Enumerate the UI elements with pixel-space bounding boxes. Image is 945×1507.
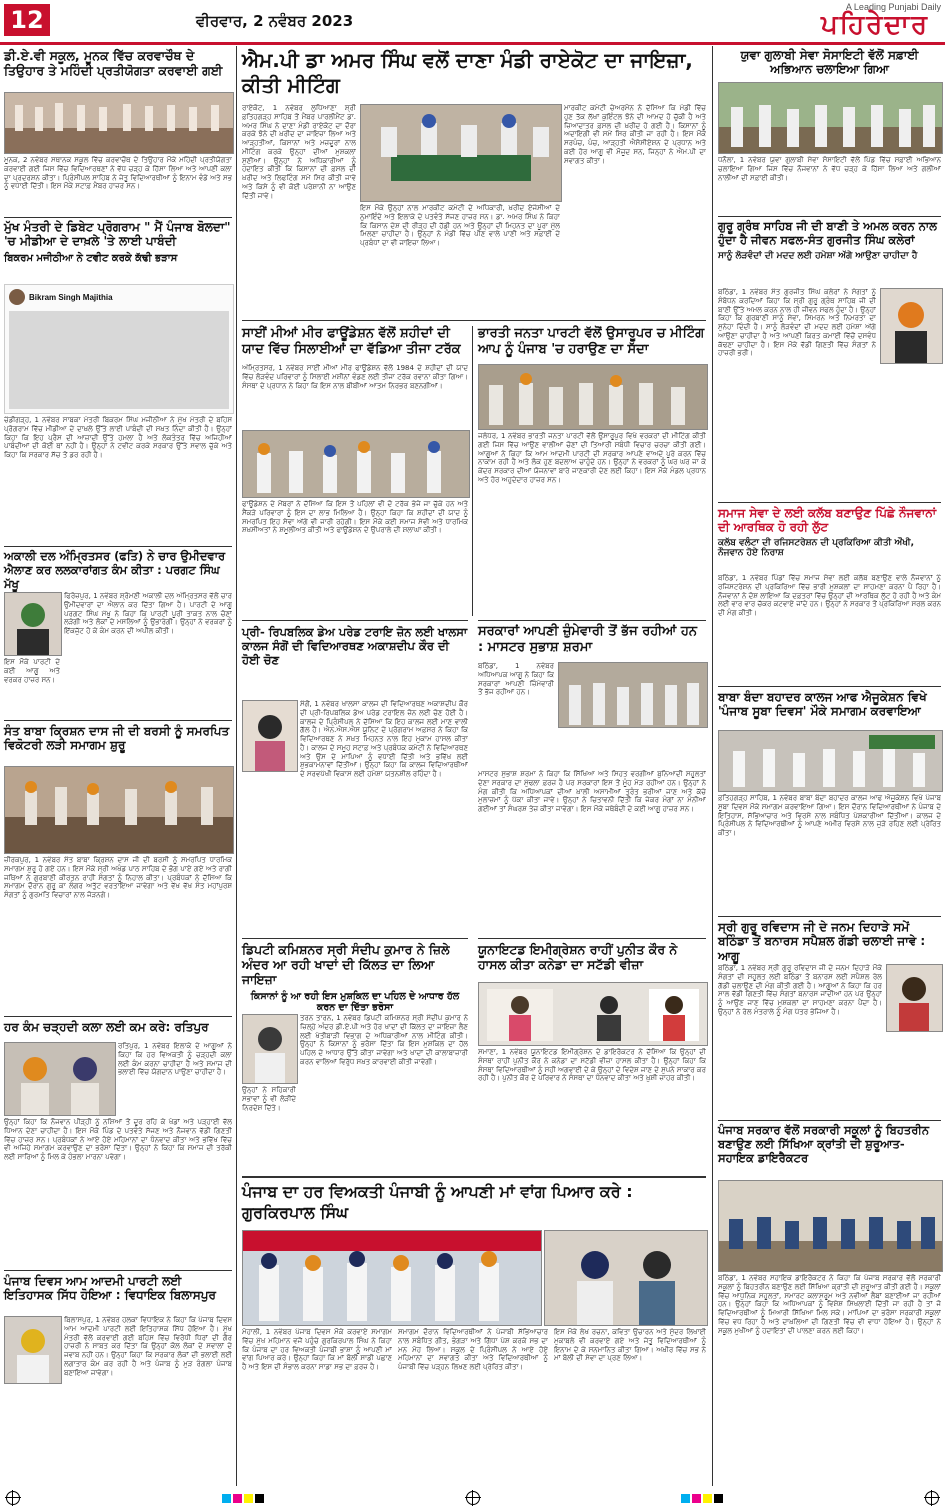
article-body: ਜਲੰਧਰ, 1 ਨਵੰਬਰ ਭਾਰਤੀ ਜਨਤਾ ਪਾਰਟੀ ਵੱਲੋਂ ਉਸਾਰੂਪੁਰ ਵਿਖੇ ਵਰਕਰਾਂ ਦੀ ਮੀਟਿੰਗ ਕੀਤੀ ਗਈ ਜਿਸ ਵਿੱਚ ਆਉਣ ਵਾਲੀਆਂ ਚੋਣਾਂ ਦੀ ਤਿਆਰੀ ਸਬੰਧੀ ਵਿਚਾਰ ਚਰਚਾ ਕੀਤੀ ਗਈ। ਆਗੂਆਂ ਨੇ ਕਿਹਾ ਕਿ ਆਮ ਆਦਮੀ ਪਾਰਟੀ ਦੀ ਸਰਕਾਰ ਆਪਣੇ ਵਾਅਦੇ ਪੂਰੇ ਕਰਨ ਵਿੱਚ ਨਾਕਾਮ ਰਹੀ ਹੈ ਅਤੇ ਲੋਕ ਹੁਣ ਬਦਲਾਅ ਚਾਹੁੰਦੇ ਹਨ। ਉਨ੍ਹਾਂ ਨੇ ਵਰਕਰਾਂ ਨੂੰ ਘਰ ਘਰ ਜਾ ਕੇ ਕੇਂਦਰ ਸਰਕਾਰ ਦੀਆਂ ਯੋਜਨਾਵਾਂ ਬਾਰੇ ਜਾਣਕਾਰੀ ਦੇਣ ਲਈ ਕਿਹਾ। ਇਸ ਮੌਕੇ ਮੰਡਲ ਪ੍ਰਧਾਨ ਅਤੇ ਹੋਰ ਅਹੁਦੇਦਾਰ ਹਾਜ਼ਰ ਸਨ। xyxy=(478,432,706,484)
article-block xyxy=(242,942,468,1013)
photo-portrait xyxy=(4,1042,116,1116)
registration-mark-icon xyxy=(925,1491,939,1505)
divider xyxy=(4,217,232,218)
article-subhead: ਬਿਕਰਮ ਮਜੀਠੀਆ ਨੇ ਟਵੀਟ ਕਰਕੇ ਕੱਢੀ ਭੜਾਸ xyxy=(4,252,178,264)
color-bar xyxy=(680,1488,724,1507)
article-block xyxy=(4,220,232,264)
article-body: ਬਠਿੰਡਾ, 1 ਨਵੰਬਰ ਅਧਿਆਪਕ ਆਗੂ ਨੇ ਕਿਹਾ ਕਿ ਸਰਕਾਰਾਂ ਆਪਣੀ ਜ਼ਿੰਮੇਵਾਰੀ ਤੋਂ ਭੱਜ ਰਹੀਆਂ ਹਨ। xyxy=(478,662,554,697)
article-headline: ਬਾਬਾ ਬੰਦਾ ਬਹਾਦਰ ਕਾਲਜ ਆਫ ਐਜੂਕੇਸ਼ਨ ਵਿਖੇ 'ਪੰਜਾਬ ਸੂਬਾ ਦਿਵਸ' ਮੌਕੇ ਸਮਾਗਮ ਕਰਵਾਇਆ xyxy=(718,690,927,719)
article-headline: ਡਿਪਟੀ ਕਮਿਸ਼ਨਰ ਸ੍ਰੀ ਸੰਦੀਪ ਕੁਮਾਰ ਨੇ ਜ਼ਿਲੇ ਅੰਦਰ ਆ ਰਹੀ ਖਾਦਾਂ ਦੀ ਕਿੱਲਤ ਦਾ ਲਿਆ ਜਾਇਜ਼ਾ xyxy=(242,942,450,987)
article-body: ਬਠਿੰਡਾ, 1 ਨਵੰਬਰ ਪਿੰਡਾਂ ਵਿੱਚ ਸਮਾਜ ਸੇਵਾ ਲਈ ਕਲੱਬ ਬਣਾਉਣ ਵਾਲੇ ਨੌਜਵਾਨਾਂ ਨੂੰ ਰਜਿਸਟਰੇਸ਼ਨ ਦੀ ਪ੍ਰਕਿਰਿਆ ਵਿੱਚ ਭਾਰੀ ਮੁਸ਼ਕਲਾਂ ਦਾ ਸਾਹਮਣਾ ਕਰਨਾ ਪੈ ਰਿਹਾ ਹੈ। ਨੌਜਵਾਨਾਂ ਨੇ ਦੋਸ਼ ਲਾਇਆ ਕਿ ਦਫ਼ਤਰਾਂ ਵਿੱਚ ਉਨ੍ਹਾਂ ਦੀ ਆਰਥਿਕ ਲੁੱਟ ਹੋ ਰਹੀ ਹੈ ਅਤੇ ਕੰਮ ਲਈ ਵਾਰ ਵਾਰ ਚੱਕਰ ਕਟਵਾਏ ਜਾਂਦੇ ਹਨ। ਉਨ੍ਹਾਂ ਨੇ ਸਰਕਾਰ ਤੋਂ ਪ੍ਰਕਿਰਿਆ ਸਰਲ ਕਰਨ ਦੀ ਮੰਗ ਕੀਤੀ। xyxy=(718,574,941,617)
tweet-image xyxy=(9,311,229,409)
article-body: ਉਨ੍ਹਾਂ ਕਿਹਾ ਕਿ ਨੌਜਵਾਨ ਪੀੜ੍ਹੀ ਨੂੰ ਨਸ਼ਿਆਂ ਤੋਂ ਦੂਰ ਰਹਿ ਕੇ ਖੇਡਾਂ ਅਤੇ ਪੜ੍ਹਾਈ ਵੱਲ ਧਿਆਨ ਦੇਣਾ ਚਾਹੀਦਾ ਹੈ। ਇਸ ਮੌਕੇ ਪਿੰਡ ਦੇ ਪਤਵੰਤੇ ਸੱਜਣ ਅਤੇ ਨੌਜਵਾਨ ਵੱਡੀ ਗਿਣਤੀ ਵਿੱਚ ਹਾਜ਼ਰ ਸਨ। ਪ੍ਰਬੰਧਕਾਂ ਨੇ ਆਏ ਹੋਏ ਮਹਿਮਾਨਾਂ ਦਾ ਧੰਨਵਾਦ ਕੀਤਾ ਅਤੇ ਭਵਿੱਖ ਵਿੱਚ ਵੀ ਅਜਿਹੇ ਸਮਾਗਮ ਕਰਵਾਉਣ ਦਾ ਭਰੋਸਾ ਦਿੱਤਾ। ਉਨ੍ਹਾਂ ਨੇ ਕਿਹਾ ਕਿ ਸਮਾਜ ਦੀ ਤਰੱਕੀ ਲਈ ਸਾਰਿਆਂ ਨੂੰ ਮਿਲ ਕੇ ਹੰਭਲਾ ਮਾਰਨਾ ਪਵੇਗਾ। xyxy=(4,1118,232,1161)
article-body: ਅੰਮ੍ਰਿਤਸਰ, 1 ਨਵੰਬਰ ਸਾਈਂ ਮੀਆਂ ਮੀਰ ਫਾਊਂਡੇਸ਼ਨ ਵੱਲੋਂ 1984 ਦੇ ਸ਼ਹੀਦਾਂ ਦੀ ਯਾਦ ਵਿੱਚ ਲੋੜਵੰਦ ਪਰਿਵਾਰਾਂ ਨੂੰ ਸਿਲਾਈ ਮਸ਼ੀਨਾਂ ਵੰਡਣ ਲਈ ਤੀਜਾ ਟਰੱਕ ਰਵਾਨਾ ਕੀਤਾ ਗਿਆ। ਸੰਸਥਾ ਦੇ ਪ੍ਰਧਾਨ ਨੇ ਕਿਹਾ ਕਿ ਇਸ ਨਾਲ ਬੀਬੀਆਂ ਆਤਮ ਨਿਰਭਰ ਬਣਨਗੀਆਂ। xyxy=(242,364,468,390)
article-block xyxy=(478,326,706,357)
article-headline: ਪ੍ਰੀ- ਰਿਪਬਲਿਕ ਡੇਅ ਪਰੇਡ ਟਰਾਇ ਜ਼ੋਨ ਲਈ ਖਾਲਸਾ ਕਾਲਜ ਸੰਗੋਂ ਦੀ ਵਿਦਿਆਰਥਣ ਅਕਾਸ਼ਦੀਪ ਕੌਰ ਦੀ ਹੋਈ ਚੋਣ xyxy=(242,625,468,667)
article-headline: ਪੰਜਾਬ ਸਰਕਾਰ ਵੱਲੋਂ ਸਰਕਾਰੀ ਸਕੂਲਾਂ ਨੂੰ ਬਿਹਤਰੀਨ ਬਣਾਉਣ ਲਈ ਸਿੱਖਿਆ ਕ੍ਰਾਂਤੀ ਦੀ ਸ਼ੁਰੂਆਤ- ਸਹਾਇਕ ਡਾਇਰੈਕਟਰ xyxy=(718,1123,930,1165)
avatar xyxy=(9,289,25,305)
article-block xyxy=(242,1182,706,1224)
divider xyxy=(4,1016,232,1017)
photo-cleanup xyxy=(718,82,943,154)
article-headline: ਭਾਰਤੀ ਜਨਤਾ ਪਾਰਟੀ ਵੱਲੋਂ ਉਸਾਰੂਪਰ ਚ ਮੀਟਿੰਗ ਆਪ ਨੂੰ ਪੰਜਾਬ 'ਚ ਹਰਾਉਣ ਦਾ ਸੱਦਾ xyxy=(478,326,705,357)
column-rule xyxy=(712,46,713,1486)
divider xyxy=(478,938,706,939)
article-headline: ਯੂਨਾਇਟਡ ਇਮੀਗ੍ਰੇਸ਼ਨ ਰਾਹੀਂ ਪੁਨੀਤ ਕੌਰ ਨੇ ਹਾਸਲ ਕੀਤਾ ਕਨੇਡਾ ਦਾ ਸਟੱਡੀ ਵੀਜ਼ਾ xyxy=(478,942,678,972)
divider xyxy=(242,938,468,939)
article-block xyxy=(718,920,941,963)
article-body: ਮੋਹਾਲੀ, 1 ਨਵੰਬਰ ਪੰਜਾਬ ਦਿਵਸ ਮੌਕੇ ਕਰਵਾਏ ਸਮਾਗਮ ਵਿੱਚ ਮੁੱਖ ਮਹਿਮਾਨ ਵਜੋਂ ਪਹੁੰਚੇ ਗੁਰਕਿਰਪਾਲ ਸਿੰਘ ਨੇ ਕਿਹਾ ਕਿ ਪੰਜਾਬ ਦਾ ਹਰ ਵਿਅਕਤੀ ਪੰਜਾਬੀ ਭਾਸ਼ਾ ਨੂੰ ਆਪਣੀ ਮਾਂ ਵਾਂਗ ਪਿਆਰ ਕਰੇ। ਉਨ੍ਹਾਂ ਕਿਹਾ ਕਿ ਮਾਂ ਬੋਲੀ ਸਾਡੀ ਪਛਾਣ ਹੈ ਅਤੇ ਇਸ ਦੀ ਸੰਭਾਲ ਕਰਨਾ ਸਾਡਾ ਸਭ ਦਾ ਫ਼ਰਜ਼ ਹੈ। xyxy=(242,1328,392,1371)
article-headline: ਸੰਤ ਬਾਬਾ ਕ੍ਰਿਸ਼ਨ ਦਾਸ ਜੀ ਦੀ ਬਰਸੀ ਨੂੰ ਸਮਰਪਿਤ ਵਿਕੋਟਰੀ ਲੜੀ ਸਮਾਗਮ ਸ਼ੁਰੂ xyxy=(4,724,230,753)
lead-headline: ਐਮ.ਪੀ ਡਾ ਅਮਰ ਸਿੰਘ ਵਲੋਂ ਦਾਣਾ ਮੰਡੀ ਰਾਏਕੋਟ ਦਾ ਜਾਇਜ਼ਾ, ਕੀਤੀ ਮੀਟਿੰਗ xyxy=(242,48,693,97)
photo-students xyxy=(4,92,234,154)
article-body: ਸਮਾਣਾ, 1 ਨਵੰਬਰ ਯੂਨਾਇਟਡ ਇਮੀਗ੍ਰੇਸ਼ਨ ਦੇ ਡਾਇਰੈਕਟਰ ਨੇ ਦੱਸਿਆ ਕਿ ਉਨ੍ਹਾਂ ਦੀ ਸੰਸਥਾ ਰਾਹੀਂ ਪੁਨੀਤ ਕੌਰ ਨੇ ਕਨੇਡਾ ਦਾ ਸਟੱਡੀ ਵੀਜ਼ਾ ਹਾਸਲ ਕੀਤਾ ਹੈ। ਉਨ੍ਹਾਂ ਕਿਹਾ ਕਿ ਸੰਸਥਾ ਵਿਦਿਆਰਥੀਆਂ ਨੂੰ ਸਹੀ ਅਗਵਾਈ ਦੇ ਕੇ ਉਨ੍ਹਾਂ ਦੇ ਵਿਦੇਸ਼ ਜਾਣ ਦੇ ਸੁਪਨੇ ਸਾਕਾਰ ਕਰ ਰਹੀ ਹੈ। ਪੁਨੀਤ ਕੌਰ ਦੇ ਪਰਿਵਾਰ ਨੇ ਸੰਸਥਾ ਦਾ ਧੰਨਵਾਦ ਕੀਤਾ ਅਤੇ ਖ਼ੁਸ਼ੀ ਜ਼ਾਹਰ ਕੀਤੀ। xyxy=(478,1048,706,1083)
divider xyxy=(478,620,706,621)
photo-meeting xyxy=(360,104,562,202)
article-headline: ਸਾਈਂ ਮੀਆਂ ਮੀਰ ਫਾਊਂਡੇਸ਼ਨ ਵੱਲੋਂ ਸ਼ਹੀਦਾਂ ਦੀ ਯਾਦ ਵਿੱਚ ਸਿਲਾਈਆਂ ਦਾ ਵੱਡਿਆ ਤੀਜਾ ਟਰੱਕ xyxy=(242,326,461,357)
article-block xyxy=(478,624,706,655)
article-block xyxy=(242,326,468,357)
divider xyxy=(242,620,468,621)
article-block xyxy=(718,506,941,558)
tweet-embed xyxy=(4,284,234,414)
article-headline: ਸ੍ਰੀ ਗੁਰੂ ਰਵਿਦਾਸ ਜੀ ਦੇ ਜਨਮ ਦਿਹਾੜੇ ਸਮੇਂ ਬਠਿੰਡਾ ਤੋਂ ਬਨਾਰਸ ਸਪੈਸ਼ਲ ਗੱਡੀ ਚਲਾਈ ਜਾਵੇ : ਆਗੂ xyxy=(718,920,926,963)
color-bar xyxy=(221,1488,265,1507)
photo-portrait xyxy=(4,592,62,656)
divider xyxy=(718,916,941,917)
divider xyxy=(4,546,232,547)
photo-visa xyxy=(478,982,708,1046)
article-body: ਇਸ ਮੌਕੇ ਉਨ੍ਹਾਂ ਨਾਲ ਮਾਰਕੀਟ ਕਮੇਟੀ ਦੇ ਅਧਿਕਾਰੀ, ਖ਼ਰੀਦ ਏਜੰਸੀਆਂ ਦੇ ਨੁਮਾਇੰਦੇ ਅਤੇ ਇਲਾਕੇ ਦੇ ਪਤਵੰਤੇ ਸੱਜਣ ਹਾਜ਼ਰ ਸਨ। ਡਾ. ਅਮਰ ਸਿੰਘ ਨੇ ਕਿਹਾ ਕਿ ਕਿਸਾਨ ਦੇਸ਼ ਦੀ ਰੀੜ੍ਹ ਦੀ ਹੱਡੀ ਹਨ ਅਤੇ ਉਨ੍ਹਾਂ ਦੀ ਮਿਹਨਤ ਦਾ ਪੂਰਾ ਮੁੱਲ ਮਿਲਣਾ ਚਾਹੀਦਾ ਹੈ। ਉਨ੍ਹਾਂ ਨੇ ਮੰਡੀ ਵਿੱਚ ਪੀਣ ਵਾਲੇ ਪਾਣੀ ਅਤੇ ਸਫ਼ਾਈ ਦੇ ਪ੍ਰਬੰਧਾਂ ਦਾ ਵੀ ਜਾਇਜ਼ਾ ਲਿਆ। xyxy=(360,204,560,247)
photo-classroom xyxy=(718,1180,943,1272)
photo-portrait xyxy=(544,1230,708,1326)
article-body: ਧਨੌਲਾ, 1 ਨਵੰਬਰ ਯੁਵਾ ਗੁਲਾਬੀ ਸੇਵਾ ਸੋਸਾਇਟੀ ਵੱਲੋਂ ਪਿੰਡ ਵਿੱਚ ਸਫ਼ਾਈ ਅਭਿਆਨ ਚਲਾਇਆ ਗਿਆ ਜਿਸ ਵਿੱਚ ਨੌਜਵਾਨਾਂ ਨੇ ਵੱਧ ਚੜ੍ਹ ਕੇ ਹਿੱਸਾ ਲਿਆ ਅਤੇ ਗਲੀਆਂ ਨਾਲੀਆਂ ਦੀ ਸਫ਼ਾਈ ਕੀਤੀ। xyxy=(718,156,941,182)
article-block xyxy=(4,550,232,591)
article-subhead: ਕਿਸਾਨਾਂ ਨੂੰ ਆ ਰਹੀ ਇਸ ਮੁਸ਼ਕਿਲ ਦਾ ਪਹਿਲ ਦੇ ਆਧਾਰ ਹੱਲ ਕਰਨ ਦਾ ਦਿੱਤਾ ਭਰੋਸਾ xyxy=(250,991,460,1013)
tagline: A Leading Punjabi Daily xyxy=(845,2,941,12)
article-headline: ਗੁਰੂ ਗ੍ਰੰਥ ਸਾਹਿਬ ਜੀ ਦੀ ਬਾਣੀ ਤੇ ਅਮਲ ਕਰਨ ਨਾਲ ਹੁੰਦਾ ਹੈ ਜੀਵਨ ਸਫਲ-ਸੰਤ ਗੁਰਜੀਤ ਸਿੰਘ ਕਲੇਰਾਂ xyxy=(718,219,937,247)
divider xyxy=(242,1176,706,1178)
article-body: ਇਸ ਮੌਕੇ ਲੇਖ ਰਚਨਾ, ਕਵਿਤਾ ਉਚਾਰਨ ਅਤੇ ਸੁੰਦਰ ਲਿਖਾਈ ਮੁਕਾਬਲੇ ਵੀ ਕਰਵਾਏ ਗਏ ਅਤੇ ਜੇਤੂ ਵਿਦਿਆਰਥੀਆਂ ਨੂੰ ਇਨਾਮ ਦੇ ਕੇ ਸਨਮਾਨਿਤ ਕੀਤਾ ਗਿਆ। ਅਖ਼ੀਰ ਵਿੱਚ ਸਭ ਨੇ ਮਾਂ ਬੋਲੀ ਦੀ ਸੇਵਾ ਦਾ ਪ੍ਰਣ ਲਿਆ। xyxy=(554,1328,706,1363)
article-block xyxy=(4,1274,232,1303)
article-body: ਫਿਰੋਜ਼ਪੁਰ, 1 ਨਵੰਬਰ ਸ਼੍ਰੋਮਣੀ ਅਕਾਲੀ ਦਲ ਅੰਮ੍ਰਿਤਸਰ ਵੱਲੋਂ ਚਾਰ ਉਮੀਦਵਾਰਾਂ ਦਾ ਐਲਾਨ ਕਰ ਦਿੱਤਾ ਗਿਆ ਹੈ। ਪਾਰਟੀ ਦੇ ਆਗੂ ਪਰਗਟ ਸਿੰਘ ਮੱਖੂ ਨੇ ਕਿਹਾ ਕਿ ਪਾਰਟੀ ਪੂਰੀ ਤਾਕਤ ਨਾਲ ਚੋਣਾਂ ਲੜੇਗੀ ਅਤੇ ਲੋਕਾਂ ਦੇ ਮਸਲਿਆਂ ਨੂੰ ਉਭਾਰੇਗੀ। ਉਨ੍ਹਾਂ ਨੇ ਵਰਕਰਾਂ ਨੂੰ ਇੱਕਜੁੱਟ ਹੋ ਕੇ ਕੰਮ ਕਰਨ ਦੀ ਅਪੀਲ ਕੀਤੀ। xyxy=(64,592,232,635)
photo-group xyxy=(242,430,470,498)
photo-portrait xyxy=(242,700,298,772)
article-body: ਬਠਿੰਡਾ, 1 ਨਵੰਬਰ ਸਹਾਇਕ ਡਾਇਰੈਕਟਰ ਨੇ ਕਿਹਾ ਕਿ ਪੰਜਾਬ ਸਰਕਾਰ ਵੱਲੋਂ ਸਰਕਾਰੀ ਸਕੂਲਾਂ ਨੂੰ ਬਿਹਤਰੀਨ ਬਣਾਉਣ ਲਈ ਸਿੱਖਿਆ ਕ੍ਰਾਂਤੀ ਦੀ ਸ਼ੁਰੂਆਤ ਕੀਤੀ ਗਈ ਹੈ। ਸਕੂਲਾਂ ਵਿੱਚ ਆਧੁਨਿਕ ਸਹੂਲਤਾਂ, ਸਮਾਰਟ ਕਲਾਸਰੂਮ ਅਤੇ ਨਵੀਆਂ ਲੈਬਾਂ ਬਣਾਈਆਂ ਜਾ ਰਹੀਆਂ ਹਨ। ਉਨ੍ਹਾਂ ਕਿਹਾ ਕਿ ਅਧਿਆਪਕਾਂ ਨੂੰ ਵਿਸ਼ੇਸ਼ ਸਿਖਲਾਈ ਦਿੱਤੀ ਜਾ ਰਹੀ ਹੈ ਤਾਂ ਜੋ ਵਿਦਿਆਰਥੀਆਂ ਨੂੰ ਮਿਆਰੀ ਸਿੱਖਿਆ ਮਿਲ ਸਕੇ। ਮਾਪਿਆਂ ਦਾ ਭਰੋਸਾ ਸਰਕਾਰੀ ਸਕੂਲਾਂ ਵਿੱਚ ਵਧ ਰਿਹਾ ਹੈ ਅਤੇ ਦਾਖ਼ਲਿਆਂ ਦੀ ਗਿਣਤੀ ਵਿੱਚ ਵੀ ਵਾਧਾ ਹੋਇਆ ਹੈ। ਉਨ੍ਹਾਂ ਨੇ ਸਕੂਲ ਮੁਖੀਆਂ ਨੂੰ ਹਦਾਇਤਾਂ ਦੀ ਪਾਲਣਾ ਕਰਨ ਲਈ ਕਿਹਾ। xyxy=(718,1274,941,1335)
column-rule xyxy=(472,326,473,616)
page-number: 12 xyxy=(4,4,50,36)
article-body: ਸੰਗੋਂ, 1 ਨਵੰਬਰ ਖਾਲਸਾ ਕਾਲਜ ਦੀ ਵਿਦਿਆਰਥਣ ਅਕਾਸ਼ਦੀਪ ਕੌਰ ਦੀ ਪ੍ਰੀ-ਰਿਪਬਲਿਕ ਡੇਅ ਪਰੇਡ ਟਰਾਇਲ ਜ਼ੋਨ ਲਈ ਚੋਣ ਹੋਈ ਹੈ। ਕਾਲਜ ਦੇ ਪ੍ਰਿੰਸੀਪਲ ਨੇ ਦੱਸਿਆ ਕਿ ਇਹ ਕਾਲਜ ਲਈ ਮਾਣ ਵਾਲੀ ਗੱਲ ਹੈ। ਐਨ.ਐਸ.ਐਸ ਯੂਨਿਟ ਦੇ ਪ੍ਰੋਗਰਾਮ ਅਫ਼ਸਰ ਨੇ ਕਿਹਾ ਕਿ ਵਿਦਿਆਰਥਣ ਨੇ ਸਖ਼ਤ ਮਿਹਨਤ ਨਾਲ ਇਹ ਮੁਕਾਮ ਹਾਸਲ ਕੀਤਾ ਹੈ। ਕਾਲਜ ਦੇ ਸਮੂਹ ਸਟਾਫ਼ ਅਤੇ ਪ੍ਰਬੰਧਕ ਕਮੇਟੀ ਨੇ ਵਿਦਿਆਰਥਣ ਅਤੇ ਉਸ ਦੇ ਮਾਪਿਆਂ ਨੂੰ ਵਧਾਈ ਦਿੱਤੀ ਅਤੇ ਭਵਿੱਖ ਲਈ ਸ਼ੁਭਕਾਮਨਾਵਾਂ ਦਿੱਤੀਆਂ। ਉਨ੍ਹਾਂ ਕਿਹਾ ਕਿ ਕਾਲਜ ਵਿਦਿਆਰਥੀਆਂ ਦੇ ਸਰਵਪੱਖੀ ਵਿਕਾਸ ਲਈ ਹਮੇਸ਼ਾ ਯਤਨਸ਼ੀਲ ਰਹਿੰਦਾ ਹੈ। xyxy=(300,700,468,778)
article-block xyxy=(718,690,941,719)
article-block xyxy=(718,220,941,261)
divider xyxy=(4,1270,232,1271)
divider xyxy=(718,1120,941,1121)
photo-portrait xyxy=(886,964,943,1032)
article-headline: ਹਰ ਕੰਮ ਚੜ੍ਹਦੀ ਕਲਾ ਲਈ ਕਮ ਕਰੇ: ਰਤਿਪੁਰ xyxy=(4,1020,209,1034)
photo-group xyxy=(558,662,708,728)
article-body: ਤਰਨ ਤਾਰਨ, 1 ਨਵੰਬਰ ਡਿਪਟੀ ਕਮਿਸ਼ਨਰ ਸ੍ਰੀ ਸੰਦੀਪ ਕੁਮਾਰ ਨੇ ਜ਼ਿਲ੍ਹੇ ਅੰਦਰ ਡੀ.ਏ.ਪੀ ਅਤੇ ਹੋਰ ਖਾਦਾਂ ਦੀ ਕਿੱਲਤ ਦਾ ਜਾਇਜ਼ਾ ਲੈਣ ਲਈ ਖੇਤੀਬਾੜੀ ਵਿਭਾਗ ਦੇ ਅਧਿਕਾਰੀਆਂ ਨਾਲ ਮੀਟਿੰਗ ਕੀਤੀ। ਉਨ੍ਹਾਂ ਨੇ ਕਿਸਾਨਾਂ ਨੂੰ ਭਰੋਸਾ ਦਿੱਤਾ ਕਿ ਇਸ ਮੁਸ਼ਕਿਲ ਦਾ ਹੱਲ ਪਹਿਲ ਦੇ ਆਧਾਰ ਉੱਤੇ ਕੀਤਾ ਜਾਵੇਗਾ ਅਤੇ ਖਾਦਾਂ ਦੀ ਕਾਲਾਬਾਜ਼ਾਰੀ ਕਰਨ ਵਾਲਿਆਂ ਵਿਰੁੱਧ ਸਖ਼ਤ ਕਾਰਵਾਈ ਕੀਤੀ ਜਾਵੇਗੀ। xyxy=(300,1014,468,1066)
photo-portrait xyxy=(242,1014,298,1084)
divider xyxy=(4,720,232,721)
article-body: ਚੰਡੀਗੜ੍ਹ, 1 ਨਵੰਬਰ ਸਾਬਕਾ ਮੰਤਰੀ ਬਿਕਰਮ ਸਿੰਘ ਮਜੀਠੀਆ ਨੇ ਮੁੱਖ ਮੰਤਰੀ ਦੇ ਬਹਿਸ ਪ੍ਰੋਗਰਾਮ ਵਿੱਚ ਮੀਡੀਆ ਦੇ ਦਾਖ਼ਲੇ ਉੱਤੇ ਲਾਈ ਪਾਬੰਦੀ ਦੀ ਸਖ਼ਤ ਨਿੰਦਾ ਕੀਤੀ ਹੈ। ਉਨ੍ਹਾਂ ਕਿਹਾ ਕਿ ਇਹ ਪ੍ਰੈਸ ਦੀ ਆਜ਼ਾਦੀ ਉੱਤੇ ਹਮਲਾ ਹੈ ਅਤੇ ਲੋਕਤੰਤਰ ਵਿੱਚ ਅਜਿਹੀਆਂ ਪਾਬੰਦੀਆਂ ਦੀ ਕੋਈ ਥਾਂ ਨਹੀਂ ਹੈ। ਉਨ੍ਹਾਂ ਨੇ ਟਵੀਟ ਕਰਕੇ ਸਰਕਾਰ ਉੱਤੇ ਸਵਾਲ ਚੁੱਕੇ ਅਤੇ ਕਿਹਾ ਕਿ ਸਰਕਾਰ ਸੱਚ ਤੋਂ ਡਰ ਰਹੀ ਹੈ। xyxy=(4,416,232,459)
left-column xyxy=(4,48,232,78)
photo-school xyxy=(242,1230,542,1326)
photo-portrait xyxy=(880,288,943,364)
article-block xyxy=(4,724,232,753)
article-body: ਮਾਰਕੀਟ ਕਮੇਟੀ ਚੇਅਰਮੈਨ ਨੇ ਦੱਸਿਆ ਕਿ ਮੰਡੀ ਵਿੱਚ ਹੁਣ ਤੱਕ ਲੱਖਾਂ ਕੁਇੰਟਲ ਝੋਨੇ ਦੀ ਆਮਦ ਹੋ ਚੁੱਕੀ ਹੈ ਅਤੇ ਜ਼ਿਆਦਾਤਰ ਫ਼ਸਲ ਦੀ ਖ਼ਰੀਦ ਹੋ ਗਈ ਹੈ। ਕਿਸਾਨਾਂ ਨੂੰ ਅਦਾਇਗੀ ਵੀ ਸਮੇਂ ਸਿਰ ਕੀਤੀ ਜਾ ਰਹੀ ਹੈ। ਇਸ ਮੌਕੇ ਸਰਪੰਚ, ਪੰਚ, ਆੜ੍ਹਤੀ ਐਸੋਸੀਏਸ਼ਨ ਦੇ ਪ੍ਰਧਾਨ ਅਤੇ ਕਈ ਹੋਰ ਆਗੂ ਵੀ ਮੌਜੂਦ ਸਨ, ਜਿਨ੍ਹਾਂ ਨੇ ਐਮ.ਪੀ ਦਾ ਸਵਾਗਤ ਕੀਤਾ। xyxy=(564,104,706,165)
article-body: ਜ਼ੀਰਕਪੁਰ, 1 ਨਵੰਬਰ ਸੰਤ ਬਾਬਾ ਕ੍ਰਿਸ਼ਨ ਦਾਸ ਜੀ ਦੀ ਬਰਸੀ ਨੂੰ ਸਮਰਪਿਤ ਧਾਰਮਿਕ ਸਮਾਗਮ ਸ਼ੁਰੂ ਹੋ ਗਏ ਹਨ। ਇਸ ਮੌਕੇ ਸ੍ਰੀ ਅਖੰਡ ਪਾਠ ਸਾਹਿਬ ਦੇ ਭੋਗ ਪਾਏ ਗਏ ਅਤੇ ਰਾਗੀ ਜਥਿਆਂ ਨੇ ਗੁਰਬਾਣੀ ਕੀਰਤਨ ਰਾਹੀਂ ਸੰਗਤਾਂ ਨੂੰ ਨਿਹਾਲ ਕੀਤਾ। ਪ੍ਰਬੰਧਕਾਂ ਨੇ ਦੱਸਿਆ ਕਿ ਸਮਾਗਮ ਦੌਰਾਨ ਗੁਰੂ ਕਾ ਲੰਗਰ ਅਤੁੱਟ ਵਰਤਾਇਆ ਜਾਵੇਗਾ ਅਤੇ ਵੱਖ ਵੱਖ ਸੰਤ ਮਹਾਂਪੁਰਸ਼ ਸੰਗਤਾਂ ਨੂੰ ਗੁਰਮਤਿ ਵਿਚਾਰਾਂ ਨਾਲ ਜੋੜਨਗੇ। xyxy=(4,856,232,899)
article-headline: ਅਕਾਲੀ ਦਲ ਅੰਮ੍ਰਿਤਸਰ (ਫਤਿ) ਨੇ ਚਾਰ ਉਮੀਦਵਾਰ ਐਲਾਣ ਕਰ ਲਲਕਾਰਾਂਗਤ ਕੰਮ ਕੀਤਾ : ਪਰਗਟ ਸਿੰਘ ਮੱਖੂ xyxy=(4,549,226,591)
photo-gathering xyxy=(4,766,234,854)
article-body: ਮਾਸਟਰ ਸੁਭਾਸ਼ ਸ਼ਰਮਾ ਨੇ ਕਿਹਾ ਕਿ ਸਿੱਖਿਆ ਅਤੇ ਸਿਹਤ ਵਰਗੀਆਂ ਬੁਨਿਆਦੀ ਸਹੂਲਤਾਂ ਦੇਣਾ ਸਰਕਾਰ ਦਾ ਮੁੱਢਲਾ ਫ਼ਰਜ਼ ਹੈ ਪਰ ਸਰਕਾਰਾਂ ਇਸ ਤੋਂ ਮੂੰਹ ਮੋੜ ਰਹੀਆਂ ਹਨ। ਉਨ੍ਹਾਂ ਨੇ ਮੰਗ ਕੀਤੀ ਕਿ ਅਧਿਆਪਕਾਂ ਦੀਆਂ ਖ਼ਾਲੀ ਅਸਾਮੀਆਂ ਤੁਰੰਤ ਭਰੀਆਂ ਜਾਣ ਅਤੇ ਕੱਚੇ ਮੁਲਾਜ਼ਮਾਂ ਨੂੰ ਪੱਕਾ ਕੀਤਾ ਜਾਵੇ। ਉਨ੍ਹਾਂ ਨੇ ਚਿਤਾਵਨੀ ਦਿੱਤੀ ਕਿ ਜੇਕਰ ਮੰਗਾਂ ਨਾ ਮੰਨੀਆਂ ਗਈਆਂ ਤਾਂ ਸੰਘਰਸ਼ ਤੇਜ਼ ਕੀਤਾ ਜਾਵੇਗਾ। ਇਸ ਮੌਕੇ ਜਥੇਬੰਦੀ ਦੇ ਕਈ ਆਗੂ ਹਾਜ਼ਰ ਸਨ। xyxy=(478,770,706,813)
registration-mark-icon xyxy=(466,1491,480,1505)
lead-article xyxy=(242,48,706,98)
article-headline: ਪੰਜਾਬ ਦਾ ਹਰ ਵਿਅਕਤੀ ਪੰਜਾਬੀ ਨੂੰ ਆਪਣੀ ਮਾਂ ਵਾਂਗ ਪਿਆਰ ਕਰੇ : ਗੁਰਕਿਰਪਾਲ ਸਿੰਘ xyxy=(242,1182,633,1222)
masthead-logo: ਪਹਿਰੇਦਾਰ xyxy=(821,10,929,40)
article-block xyxy=(4,1020,232,1034)
article-headline: ਮੁੱਖ ਮੰਤਰੀ ਦੇ ਡਿਬੇਟ ਪ੍ਰੋਗਰਾਮ " ਮੈਂ ਪੰਜਾਬ ਬੋਲਦਾ" 'ਚ ਮੀਡੀਆ ਦੇ ਦਾਖ਼ਲੇ 'ਤੇ ਲਾਈ ਪਾਬੰਦੀ xyxy=(4,220,231,249)
divider xyxy=(718,216,941,217)
article-subhead: ਕਲੱਬ ਵਲੰਟਾ ਦੀ ਰਜਿਸਟਰੇਸ਼ਨ ਦੀ ਪ੍ਰਕਿਰਿਆ ਕੀਤੀ ਔਖੀ, ਨੌਜਵਾਨ ਹੋਏ ਨਿਰਾਸ਼ xyxy=(718,537,915,558)
tweet-author: Bikram Singh Majithia xyxy=(29,292,113,302)
article-body: ਮੂਨਕ, 2 ਨਵੰਬਰ ਸਥਾਨਕ ਸਕੂਲ ਵਿੱਚ ਕਰਵਾਚੌਥ ਦੇ ਤਿਉਹਾਰ ਮੌਕੇ ਮਹਿੰਦੀ ਪ੍ਰਤੀਯੋਗਤਾ ਕਰਵਾਈ ਗਈ ਜਿਸ ਵਿੱਚ ਵਿਦਿਆਰਥਣਾਂ ਨੇ ਵੱਧ ਚੜ੍ਹ ਕੇ ਹਿੱਸਾ ਲਿਆ ਅਤੇ ਆਪਣੀ ਕਲਾ ਦਾ ਪ੍ਰਦਰਸ਼ਨ ਕੀਤਾ। ਪ੍ਰਿੰਸੀਪਲ ਸਾਹਿਬ ਨੇ ਜੇਤੂ ਵਿਦਿਆਰਥੀਆਂ ਨੂੰ ਇਨਾਮ ਵੰਡੇ ਅਤੇ ਸਭ ਨੂੰ ਵਧਾਈ ਦਿੱਤੀ। ਇਸ ਮੌਕੇ ਸਟਾਫ਼ ਮੈਂਬਰ ਹਾਜ਼ਰ ਸਨ। xyxy=(4,156,232,191)
divider xyxy=(718,502,941,503)
article-body: ਸਮਾਗਮ ਦੌਰਾਨ ਵਿਦਿਆਰਥੀਆਂ ਨੇ ਪੰਜਾਬੀ ਸੱਭਿਆਚਾਰ ਨਾਲ ਸਬੰਧਿਤ ਗੀਤ, ਭੰਗੜਾ ਅਤੇ ਗਿੱਧਾ ਪੇਸ਼ ਕਰਕੇ ਸਭ ਦਾ ਮਨ ਮੋਹ ਲਿਆ। ਸਕੂਲ ਦੇ ਪ੍ਰਿੰਸੀਪਲ ਨੇ ਆਏ ਹੋਏ ਮਹਿਮਾਨਾਂ ਦਾ ਸਵਾਗਤ ਕੀਤਾ ਅਤੇ ਵਿਦਿਆਰਥੀਆਂ ਨੂੰ ਪੰਜਾਬੀ ਵਿੱਚ ਪੜ੍ਹਨ ਲਿਖਣ ਲਈ ਪ੍ਰੇਰਿਤ ਕੀਤਾ। xyxy=(398,1328,548,1371)
article-block xyxy=(478,942,706,972)
article-headline: ਡੀ.ਏ.ਵੀ ਸਕੂਲ, ਮੂਨਕ ਵਿੱਚ ਕਰਵਾਚੌਥ ਦੇ ਤਿਉਹਾਰ ਤੇ ਮਹਿੰਦੀ ਪ੍ਰਤੀਯੋਗਤਾ ਕਰਵਾਈ ਗਈ xyxy=(4,48,223,78)
article-body: ਬਠਿੰਡਾ, 1 ਨਵੰਬਰ ਸੰਤ ਗੁਰਜੀਤ ਸਿੰਘ ਕਲੇਰਾਂ ਨੇ ਸੰਗਤਾਂ ਨੂੰ ਸੰਬੋਧਨ ਕਰਦਿਆਂ ਕਿਹਾ ਕਿ ਸ੍ਰੀ ਗੁਰੂ ਗ੍ਰੰਥ ਸਾਹਿਬ ਜੀ ਦੀ ਬਾਣੀ ਉੱਤੇ ਅਮਲ ਕਰਨ ਨਾਲ ਹੀ ਜੀਵਨ ਸਫਲ ਹੁੰਦਾ ਹੈ। ਉਨ੍ਹਾਂ ਕਿਹਾ ਕਿ ਗੁਰਬਾਣੀ ਸਾਨੂੰ ਸੇਵਾ, ਸਿਮਰਨ ਅਤੇ ਨਿਮਰਤਾ ਦਾ ਸੁਨੇਹਾ ਦਿੰਦੀ ਹੈ। ਸਾਨੂੰ ਲੋੜਵੰਦਾਂ ਦੀ ਮਦਦ ਲਈ ਹਮੇਸ਼ਾ ਅੱਗੇ ਆਉਣਾ ਚਾਹੀਦਾ ਹੈ ਅਤੇ ਆਪਣੀ ਕਿਰਤ ਕਮਾਈ ਵਿੱਚੋਂ ਦਸਵੰਧ ਕੱਢਣਾ ਚਾਹੀਦਾ ਹੈ। ਇਸ ਮੌਕੇ ਵੱਡੀ ਗਿਣਤੀ ਵਿੱਚ ਸੰਗਤਾਂ ਨੇ ਹਾਜ਼ਰੀ ਭਰੀ। xyxy=(718,288,876,358)
article-headline: ਸਰਕਾਰਾਂ ਆਪਣੀ ਜ਼ੁੰਮੇਵਾਰੀ ਤੋਂ ਭੱਜ ਰਹੀਆਂ ਹਨ : ਮਾਸਟਰ ਸੁਭਾਸ਼ ਸ਼ਰਮਾ xyxy=(478,624,697,655)
article-body: ਫ਼ਤਿਹਗੜ੍ਹ ਸਾਹਿਬ, 1 ਨਵੰਬਰ ਬਾਬਾ ਬੰਦਾ ਬਹਾਦਰ ਕਾਲਜ ਆਫ ਐਜੂਕੇਸ਼ਨ ਵਿਖੇ ਪੰਜਾਬ ਸੂਬਾ ਦਿਵਸ ਮੌਕੇ ਸਮਾਗਮ ਕਰਵਾਇਆ ਗਿਆ। ਇਸ ਦੌਰਾਨ ਵਿਦਿਆਰਥੀਆਂ ਨੇ ਪੰਜਾਬ ਦੇ ਇਤਿਹਾਸ, ਸੱਭਿਆਚਾਰ ਅਤੇ ਵਿਰਸੇ ਨਾਲ ਸਬੰਧਿਤ ਪੇਸ਼ਕਾਰੀਆਂ ਦਿੱਤੀਆਂ। ਕਾਲਜ ਦੇ ਪ੍ਰਿੰਸੀਪਲ ਨੇ ਵਿਦਿਆਰਥੀਆਂ ਨੂੰ ਆਪਣੇ ਅਮੀਰ ਵਿਰਸੇ ਨਾਲ ਜੁੜੇ ਰਹਿਣ ਲਈ ਪ੍ਰੇਰਿਤ ਕੀਤਾ। xyxy=(718,794,941,837)
article-body: ਫਾਊਂਡੇਸ਼ਨ ਦੇ ਮੈਂਬਰਾਂ ਨੇ ਦੱਸਿਆ ਕਿ ਇਸ ਤੋਂ ਪਹਿਲਾਂ ਵੀ ਦੋ ਟਰੱਕ ਭੇਜੇ ਜਾ ਚੁੱਕੇ ਹਨ ਅਤੇ ਸੈਂਕੜੇ ਪਰਿਵਾਰਾਂ ਨੂੰ ਇਸ ਦਾ ਲਾਭ ਮਿਲਿਆ ਹੈ। ਉਨ੍ਹਾਂ ਕਿਹਾ ਕਿ ਸ਼ਹੀਦਾਂ ਦੀ ਯਾਦ ਨੂੰ ਸਮਰਪਿਤ ਇਹ ਸੇਵਾ ਅੱਗੇ ਵੀ ਜਾਰੀ ਰਹੇਗੀ। ਇਸ ਮੌਕੇ ਕਈ ਸਮਾਜ ਸੇਵੀ ਅਤੇ ਧਾਰਮਿਕ ਸ਼ਖ਼ਸੀਅਤਾਂ ਨੇ ਸ਼ਮੂਲੀਅਤ ਕੀਤੀ ਅਤੇ ਫਾਊਂਡੇਸ਼ਨ ਦੇ ਉਪਰਾਲੇ ਦੀ ਸ਼ਲਾਘਾ ਕੀਤੀ। xyxy=(242,500,468,535)
article-headline: ਪੰਜਾਬ ਦਿਵਸ ਆਮ ਆਦਮੀ ਪਾਰਟੀ ਲਈ ਇਤਿਹਾਸਕ ਸਿੱਧ ਹੋਇਆ : ਵਿਧਾਇਕ ਬਿਲਾਸਪੁਰ xyxy=(4,1274,216,1303)
article-subhead: ਸਾਨੂੰ ਲੋੜਵੰਦਾਂ ਦੀ ਮਦਦ ਲਈ ਹਮੇਸ਼ਾ ਅੱਗੇ ਆਉਣਾ ਚਾਹੀਦਾ ਹੈ xyxy=(718,250,918,261)
article-body: ਉਨ੍ਹਾਂ ਨੇ ਸਹਿਕਾਰੀ ਸਭਾਵਾਂ ਨੂੰ ਵੀ ਲੋੜੀਂਦੇ ਨਿਰਦੇਸ਼ ਦਿੱਤੇ। xyxy=(242,1086,296,1112)
print-registration-strip xyxy=(0,1488,945,1507)
article-block xyxy=(718,48,941,77)
article-block xyxy=(718,1124,941,1165)
article-headline: ਯੁਵਾ ਗੁਲਾਬੀ ਸੇਵਾ ਸੋਸਾਇਟੀ ਵੱਲੋਂ ਸਫ਼ਾਈ ਅਭਿਆਨ ਚਲਾਇਆ ਗਿਆ xyxy=(740,48,919,77)
article-block xyxy=(242,626,468,667)
photo-group xyxy=(478,364,708,430)
article-body: ਬਿਲਾਸਪੁਰ, 1 ਨਵੰਬਰ ਹਲਕਾ ਵਿਧਾਇਕ ਨੇ ਕਿਹਾ ਕਿ ਪੰਜਾਬ ਦਿਵਸ ਆਮ ਆਦਮੀ ਪਾਰਟੀ ਲਈ ਇਤਿਹਾਸਕ ਸਿੱਧ ਹੋਇਆ ਹੈ। ਮੁੱਖ ਮੰਤਰੀ ਵੱਲੋਂ ਕਰਵਾਈ ਗਈ ਬਹਿਸ ਵਿੱਚ ਵਿਰੋਧੀ ਧਿਰਾਂ ਦੀ ਗੈਰ ਹਾਜ਼ਰੀ ਨੇ ਸਾਬਤ ਕਰ ਦਿੱਤਾ ਕਿ ਉਨ੍ਹਾਂ ਕੋਲ ਲੋਕਾਂ ਦੇ ਸਵਾਲਾਂ ਦੇ ਜਵਾਬ ਨਹੀਂ ਹਨ। ਉਨ੍ਹਾਂ ਕਿਹਾ ਕਿ ਸਰਕਾਰ ਲੋਕਾਂ ਦੀ ਭਲਾਈ ਲਈ ਲਗਾਤਾਰ ਕੰਮ ਕਰ ਰਹੀ ਹੈ ਅਤੇ ਪੰਜਾਬ ਨੂੰ ਮੁੜ ਰੰਗਲਾ ਪੰਜਾਬ ਬਣਾਇਆ ਜਾਵੇਗਾ। xyxy=(64,1316,232,1377)
article-body: ਰਤਿਪੁਰ, 1 ਨਵੰਬਰ ਇਲਾਕੇ ਦੇ ਆਗੂਆਂ ਨੇ ਕਿਹਾ ਕਿ ਹਰ ਵਿਅਕਤੀ ਨੂੰ ਚੜ੍ਹਦੀ ਕਲਾ ਲਈ ਕੰਮ ਕਰਨਾ ਚਾਹੀਦਾ ਹੈ ਅਤੇ ਸਮਾਜ ਦੀ ਭਲਾਈ ਵਿੱਚ ਯੋਗਦਾਨ ਪਾਉਣਾ ਚਾਹੀਦਾ ਹੈ। xyxy=(118,1042,232,1077)
page-header xyxy=(0,0,945,45)
article-body: ਬਠਿੰਡਾ, 1 ਨਵੰਬਰ ਸ੍ਰੀ ਗੁਰੂ ਰਵਿਦਾਸ ਜੀ ਦੇ ਜਨਮ ਦਿਹਾੜੇ ਮੌਕੇ ਸੰਗਤਾਂ ਦੀ ਸਹੂਲਤ ਲਈ ਬਠਿੰਡਾ ਤੋਂ ਬਨਾਰਸ ਲਈ ਸਪੈਸ਼ਲ ਰੇਲ ਗੱਡੀ ਚਲਾਉਣ ਦੀ ਮੰਗ ਕੀਤੀ ਗਈ ਹੈ। ਆਗੂਆਂ ਨੇ ਕਿਹਾ ਕਿ ਹਰ ਸਾਲ ਵੱਡੀ ਗਿਣਤੀ ਵਿੱਚ ਸੰਗਤਾਂ ਬਨਾਰਸ ਜਾਂਦੀਆਂ ਹਨ ਪਰ ਉਨ੍ਹਾਂ ਨੂੰ ਆਉਣ ਜਾਣ ਵਿੱਚ ਮੁਸ਼ਕਲਾਂ ਦਾ ਸਾਹਮਣਾ ਕਰਨਾ ਪੈਂਦਾ ਹੈ। ਉਨ੍ਹਾਂ ਨੇ ਰੇਲ ਮੰਤਰਾਲੇ ਨੂੰ ਮੰਗ ਪੱਤਰ ਭੇਜਿਆ ਹੈ। xyxy=(718,964,882,1016)
registration-mark-icon xyxy=(6,1491,20,1505)
article-body: ਇਸ ਮੌਕੇ ਪਾਰਟੀ ਦੇ ਕਈ ਆਗੂ ਅਤੇ ਵਰਕਰ ਹਾਜ਼ਰ ਸਨ। xyxy=(4,658,60,684)
article-body: ਰਾਏਕੋਟ, 1 ਨਵੰਬਰ ਲੁਧਿਆਣਾ ਸ਼੍ਰੀ ਫ਼ਤਿਹਗੜ੍ਹ ਸਾਹਿਬ ਤੋਂ ਮੈਂਬਰ ਪਾਰਲੀਮੈਂਟ ਡਾ. ਅਮਰ ਸਿੰਘ ਨੇ ਦਾਣਾ ਮੰਡੀ ਰਾਏਕੋਟ ਦਾ ਦੌਰਾ ਕਰਕੇ ਝੋਨੇ ਦੀ ਖ਼ਰੀਦ ਦਾ ਜਾਇਜ਼ਾ ਲਿਆ ਅਤੇ ਆੜ੍ਹਤੀਆਂ, ਕਿਸਾਨਾਂ ਅਤੇ ਮਜ਼ਦੂਰਾਂ ਨਾਲ ਮੀਟਿੰਗ ਕਰਕੇ ਉਨ੍ਹਾਂ ਦੀਆਂ ਮੁਸ਼ਕਲਾਂ ਸੁਣੀਆਂ। ਉਨ੍ਹਾਂ ਨੇ ਅਧਿਕਾਰੀਆਂ ਨੂੰ ਹਦਾਇਤ ਕੀਤੀ ਕਿ ਕਿਸਾਨਾਂ ਦੀ ਫ਼ਸਲ ਦੀ ਖ਼ਰੀਦ ਅਤੇ ਲਿਫਟਿੰਗ ਸਮੇਂ ਸਿਰ ਕੀਤੀ ਜਾਵੇ ਅਤੇ ਕਿਸੇ ਨੂੰ ਵੀ ਕੋਈ ਪਰੇਸ਼ਾਨੀ ਨਾ ਆਉਣ ਦਿੱਤੀ ਜਾਵੇ। xyxy=(242,104,356,200)
photo-college xyxy=(718,730,943,792)
issue-date: ਵੀਰਵਾਰ, 2 ਨਵੰਬਰ 2023 xyxy=(196,12,354,30)
article-headline: ਸਮਾਜ ਸੇਵਾ ਦੇ ਲਈ ਕਲੱਬ ਬਣਾਉਣ ਪਿੱਛੇ ਨੌਜਵਾਨਾਂ ਦੀ ਆਰਥਿਕ ਹੋ ਰਹੀ ਲੁੱਟ xyxy=(718,506,937,535)
photo-portrait xyxy=(4,1316,62,1384)
divider xyxy=(242,320,706,321)
divider xyxy=(718,686,941,687)
column-rule xyxy=(236,46,237,1486)
